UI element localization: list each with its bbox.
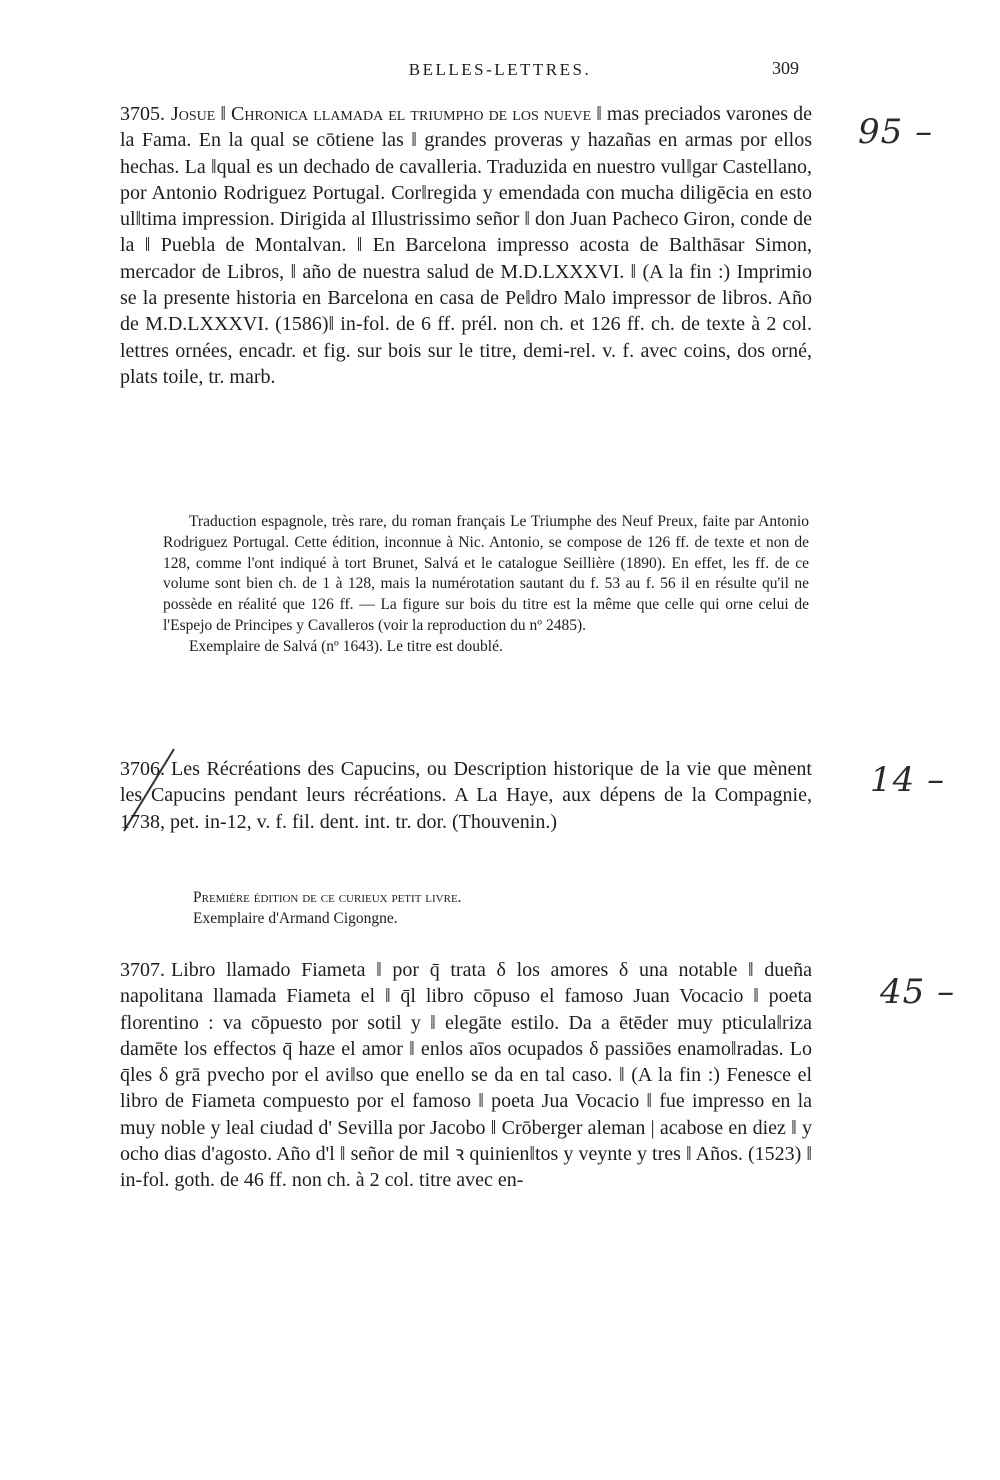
note-paragraph: Traduction espagnole, très rare, du roman français Le Triumphe des Neuf Preux, faite par Antonio Rodriguez Portugal. Cette édition, inconnue à Nic. Antonio, se compose de 126 ff. de texte et non de 128, comme l'ont indiqué à tort Brunet, Salvá et le catalogue Seillière (1890). En effet, les ff. de ce volume sont bien ch. de 1 à 128, mais la numérotation sautant du f. 53 au f. 56 il en résulte qu'il ne possède en réalité que 126 ff. — La figure sur bois du titre est la même que celle qui orne celui de l'Espejo de Principes y Cavalleros (voir la reproduction du nº 2485).: [163, 513, 809, 634]
margin-price-annotation: 45 –: [880, 972, 956, 1012]
entry-3705-notes: [163, 512, 809, 658]
entry-3707: [120, 957, 812, 1194]
entry-title-smallcaps: Josue ‖ Chronica llamada el triumpho de los nueve: [171, 103, 592, 125]
entry-3706: [120, 756, 812, 835]
entry-3705: [120, 101, 812, 390]
running-head: BELLES-LETTRES.: [408, 60, 592, 79]
note-paragraph: Exemplaire d'Armand Cigongne.: [193, 909, 398, 927]
entry-body: Les Récréations des Capucins, ou Description historique de la vie que mènent les Capucins pendant leurs récréations. A La Haye, aux dépens de la Compagnie, 1738, pet. in-12, v. f. fil. dent. int. tr. dor. (Thouvenin.): [120, 758, 812, 833]
entry-body: ‖ mas preciados varones de la Fama. En la qual se cōtiene las ‖ grandes proveras y hazañas en armas por ellos hechas. La ‖qual es un dechado de cavalleria. Traduzida en nuestro vul‖gar Castellano, por Antonio Rodriguez Portugal. Cor‖regida y emendada con mucha diligēcia en esto ul‖tima impression. Dirigida al Illustrissimo señor ‖ don Juan Pacheco Giron, conde de la ‖ Puebla de Montalvan. ‖ En Barcelona impresso acosta de Balthāsar Simon, mercador de Libros, ‖ año de nuestra salud de M.D.LXXXVI. ‖ (A la fin :) Imprimio se la presente historia en Barcelona en casa de Pe‖dro Malo impressor de libros. Año de M.D.LXXXVI. (1586)‖ in-fol. de 6 ff. prél. non ch. et 126 ff. ch. de texte à 2 col. lettres ornées, encadr. et fig. sur bois sur le titre, demi-rel. v. f. avec coins, dos orné, plats toile, tr. marb.: [120, 103, 812, 388]
entry-3706-notes: [193, 888, 793, 929]
note-paragraph: Exemplaire de Salvá (nº 1643). Le titre est doublé.: [189, 637, 503, 655]
entry-number: 3707.: [120, 959, 165, 981]
entry-number: 3706.: [120, 758, 165, 780]
entry-number: 3705.: [120, 103, 165, 125]
entry-body: Libro llamado Fiameta ‖ por q̄ trata δ los amores δ una notable ‖ dueña napolitana llamada Fiameta el ‖ q̄l libro cōpuso el famoso Juan Vocacio ‖ poeta florentino : va cōpuesto por sotil y ‖ elegāte estilo. Da a ētēder muy pticula‖riza damēte los effectos q̄ haze el amor ‖ enlos aīos ocupados δ passiōes enamo‖radas. Lo q̄les δ grā pvecho por el avi‖so que enello se da en tal caso. ‖ (A la fin :) Fenesce el libro de Fiameta compuesto por el famoso ‖ poeta Jua Vocacio ‖ fue impresso en la muy noble y leal ciudad d' Sevilla por Jacobo ‖ Crōberger aleman | acabose en diez ‖ y ocho dias d'agosto. Año d'l ‖ señor de mil ꝛ quinien‖tos y veynte y tres ‖ Años. (1523) ‖ in-fol. goth. de 46 ff. non ch. à 2 col. titre avec en-: [120, 959, 812, 1192]
margin-price-annotation: 95 –: [858, 112, 934, 152]
note-paragraph: Première édition de ce curieux petit livre.: [193, 889, 462, 906]
margin-price-annotation: 14 –: [870, 760, 946, 800]
page-number: 309: [772, 58, 799, 78]
